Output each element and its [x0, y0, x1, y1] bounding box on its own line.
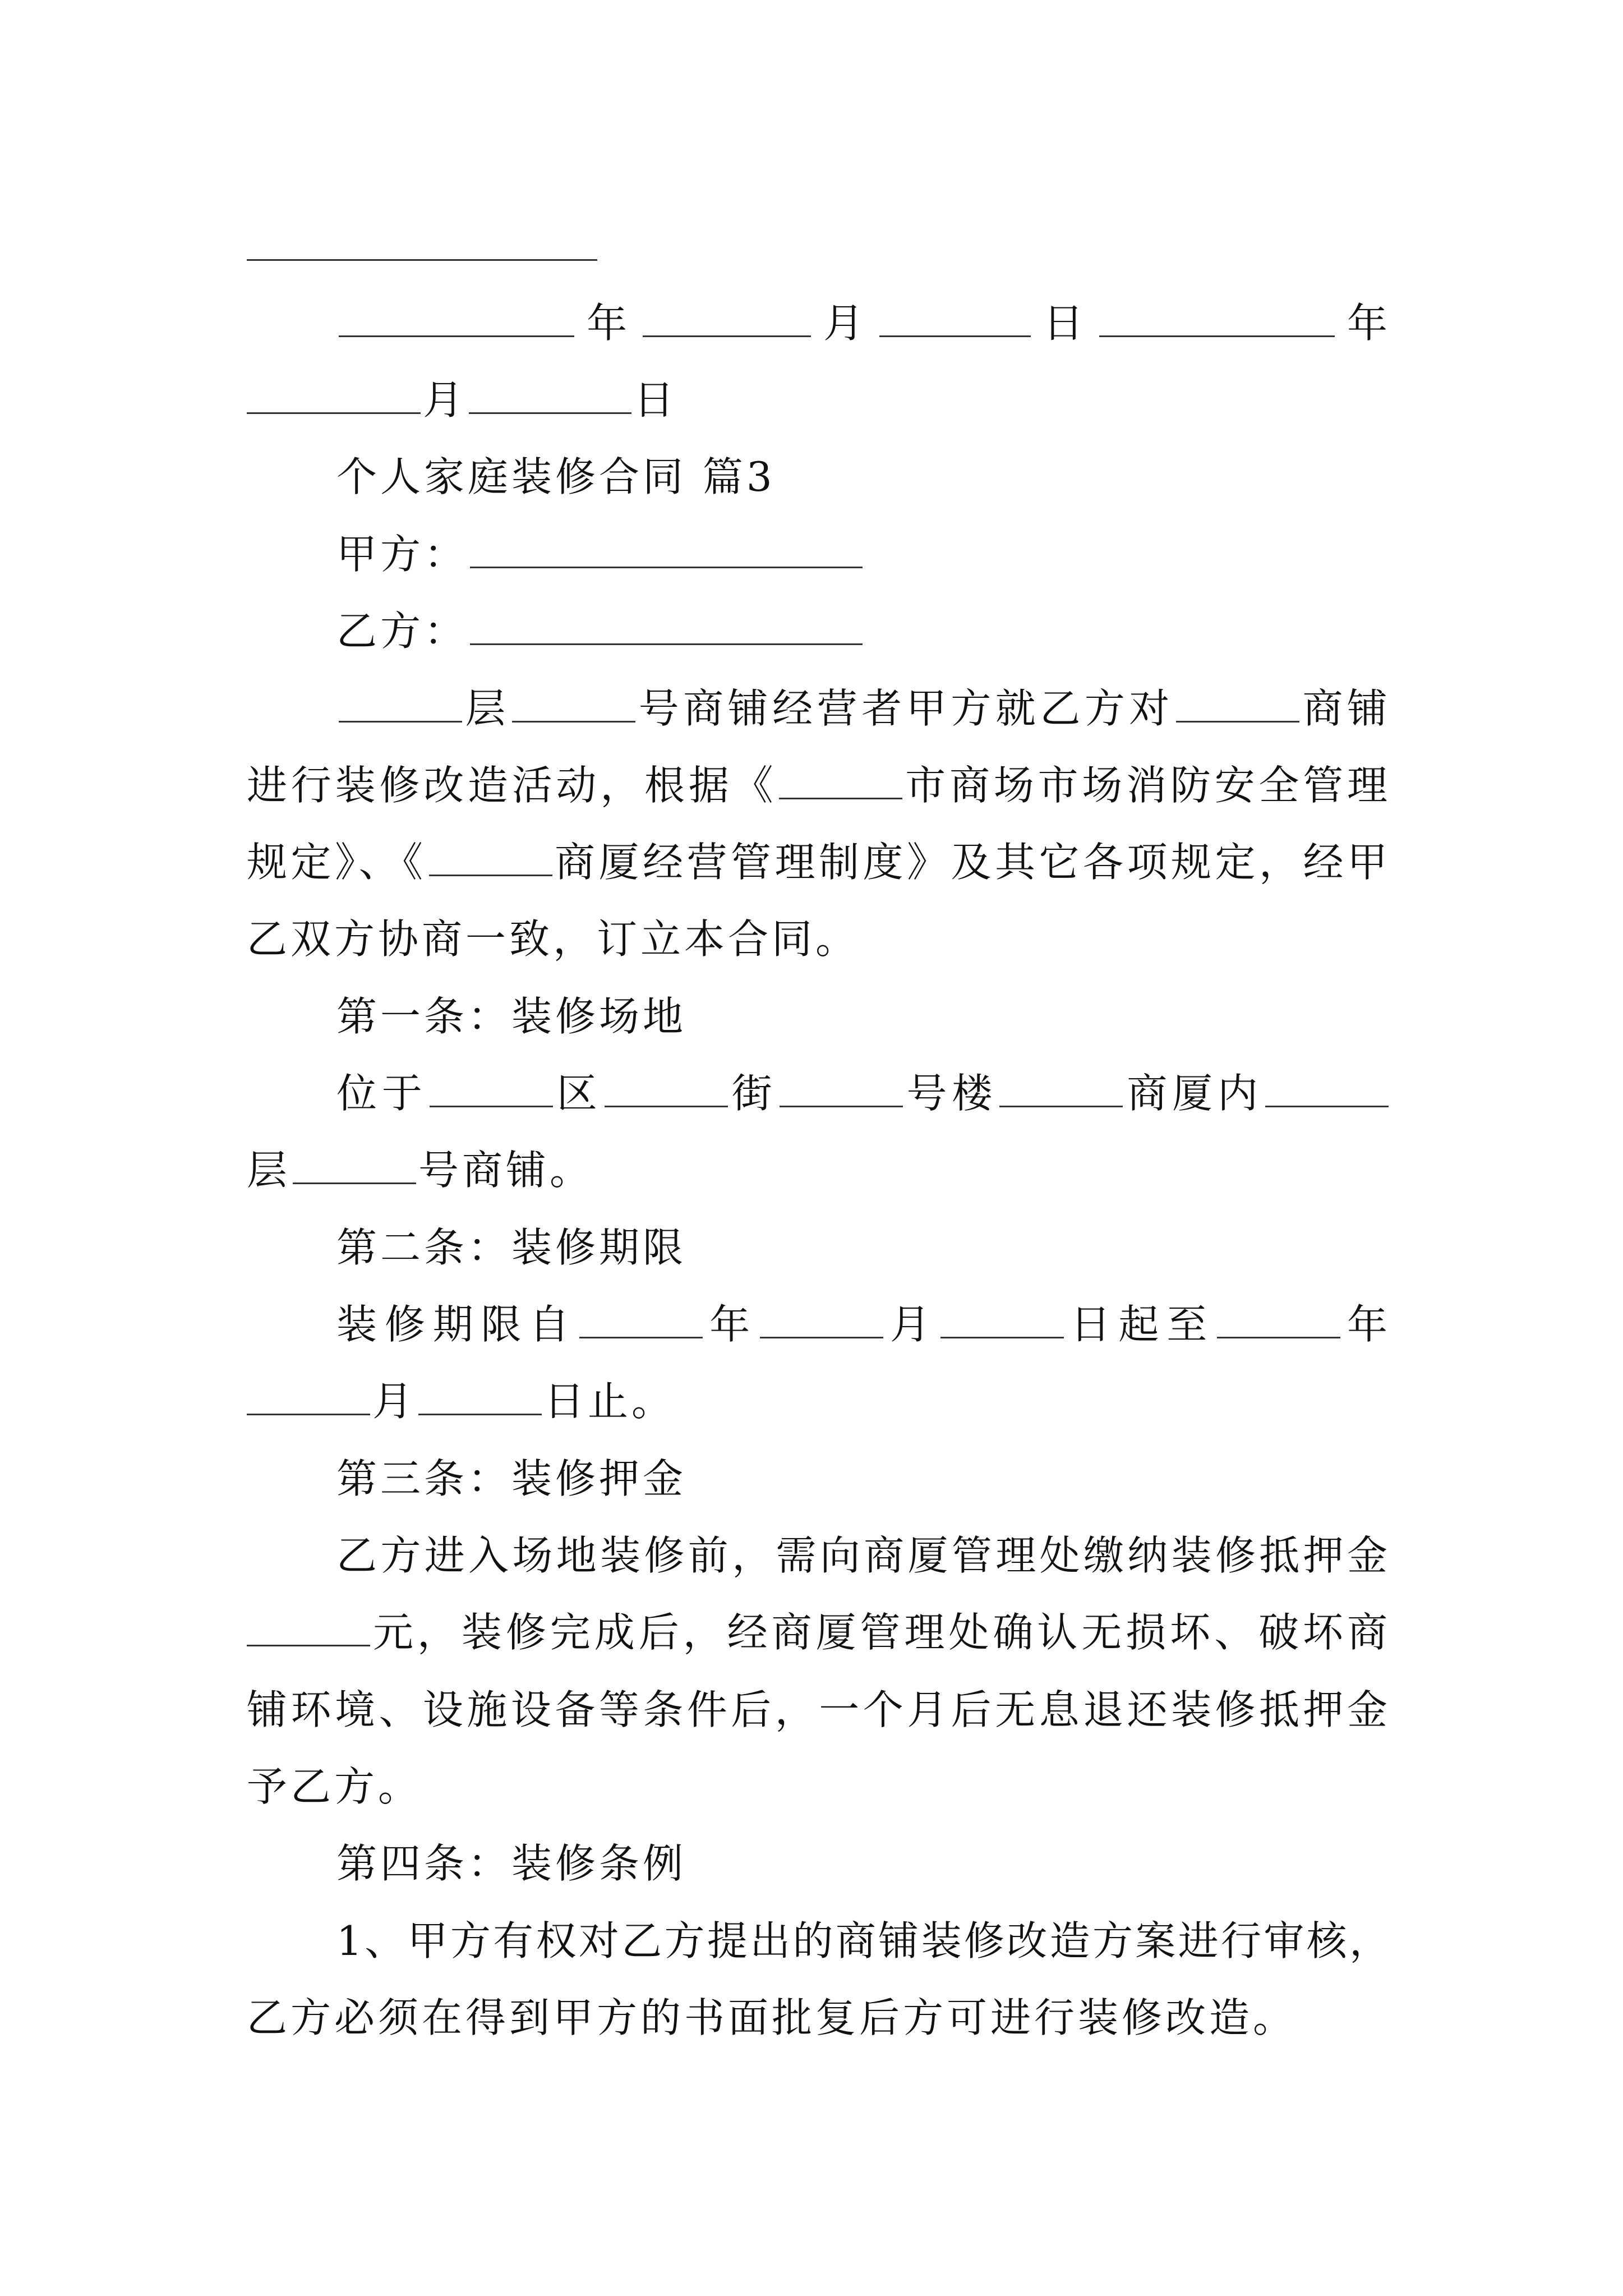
location-line-2	[247, 1143, 1391, 1197]
text-span: 商厦内	[1125, 1070, 1263, 1117]
paragraph-line	[247, 758, 1391, 812]
text-span: 规定》、《	[247, 839, 427, 886]
text-day: 日	[1032, 300, 1097, 347]
blank-field[interactable]	[1176, 684, 1299, 723]
blank-field[interactable]	[1099, 298, 1335, 337]
text-span: 市商场市场消防安全管理	[905, 762, 1391, 809]
paragraph-line	[336, 682, 1391, 735]
location-line-1	[336, 1066, 1391, 1120]
blank-field[interactable]	[760, 1300, 883, 1338]
text-span: 号商铺。	[418, 1147, 594, 1194]
text-span: 元，装修完成后，经商厦管理处确认无损坏、破坏商	[372, 1609, 1391, 1656]
text-month: 月	[813, 300, 877, 347]
article-3-heading: 第三条：装修押金	[336, 1455, 687, 1502]
text-span: 装修期限自	[336, 1301, 578, 1348]
blank-field[interactable]	[779, 761, 902, 799]
deposit-line-1: 乙方进入场地装修前，需向商厦管理处缴纳装修抵押金	[336, 1532, 1391, 1579]
paragraph-line: 乙双方协商一致，订立本合同。	[247, 915, 860, 963]
date-line-2	[247, 373, 1391, 427]
blank-field[interactable]	[293, 1145, 416, 1184]
blank-field[interactable]	[999, 1069, 1123, 1107]
text-span: 层	[247, 1147, 291, 1194]
blank-field[interactable]	[1217, 1300, 1340, 1338]
section-title: 个人家庭装修合同 篇3	[336, 453, 776, 500]
deposit-line-2	[247, 1605, 1391, 1659]
text-span: 日止。	[544, 1378, 676, 1425]
blank-field[interactable]	[940, 1300, 1064, 1338]
text-day: 日	[634, 376, 678, 424]
blank-field[interactable]	[430, 1069, 553, 1107]
text-span: 月	[885, 1301, 938, 1348]
deposit-line-3: 铺环境、设施设备等条件后，一个月后无息退还装修抵押金	[247, 1686, 1391, 1733]
text-span: 进行装修改造活动，根据《	[247, 762, 777, 809]
text-span: 日起至	[1066, 1301, 1215, 1348]
text-span: 层	[464, 685, 510, 732]
text-span: 位于	[336, 1070, 427, 1117]
text-span: 区	[555, 1070, 602, 1117]
deposit-line-4: 予乙方。	[247, 1763, 422, 1810]
blank-field[interactable]	[339, 684, 462, 723]
blank-field[interactable]	[643, 298, 811, 337]
text-span: 商铺	[1301, 685, 1391, 732]
blank-field[interactable]	[429, 838, 552, 876]
article-1-heading: 第一条：装修场地	[336, 993, 687, 1040]
text-span: 商厦经营管理制度》及其它各项规定，经甲	[554, 839, 1391, 886]
blank-field[interactable]	[247, 375, 421, 414]
rule-line-2: 乙方必须在得到甲方的书面批复后方可进行装修改造。	[247, 1994, 1297, 2041]
term-line-1	[336, 1297, 1391, 1351]
text-span: 年	[1343, 1301, 1391, 1348]
text-year: 年	[577, 300, 640, 347]
party-b-field[interactable]	[470, 606, 863, 645]
text-span: 街	[730, 1070, 777, 1117]
date-line-1	[336, 296, 1391, 350]
signature-line	[247, 259, 597, 261]
rule-line-1: 1、甲方有权对乙方提出的商铺装修改造方案进行审核，	[336, 1917, 1391, 1964]
text-span: 月	[372, 1378, 417, 1425]
text-span: 年	[705, 1301, 758, 1348]
party-a-label: 甲方：	[336, 531, 468, 578]
blank-field[interactable]	[469, 375, 631, 414]
party-b-line	[336, 604, 1391, 658]
article-2-heading: 第二条：装修期限	[336, 1224, 687, 1271]
blank-field[interactable]	[339, 298, 574, 337]
blank-field[interactable]	[579, 1300, 703, 1338]
paragraph-line	[247, 835, 1391, 889]
blank-field[interactable]	[247, 1377, 370, 1415]
article-4-heading: 第四条：装修条例	[336, 1840, 687, 1887]
term-line-2	[247, 1374, 1391, 1428]
text-year: 年	[1336, 300, 1391, 347]
party-a-line	[336, 527, 1391, 581]
text-span: 号楼	[905, 1070, 998, 1117]
party-a-field[interactable]	[470, 530, 863, 568]
blank-field[interactable]	[879, 298, 1031, 337]
blank-field[interactable]	[247, 1608, 370, 1646]
blank-field[interactable]	[512, 684, 635, 723]
text-span: 号商铺经营者甲方就乙方对	[638, 685, 1174, 732]
text-month: 月	[423, 376, 467, 424]
blank-field[interactable]	[605, 1069, 728, 1107]
blank-field[interactable]	[1265, 1069, 1389, 1107]
blank-field[interactable]	[418, 1377, 542, 1415]
blank-field[interactable]	[780, 1069, 903, 1107]
party-b-label: 乙方：	[336, 608, 468, 655]
